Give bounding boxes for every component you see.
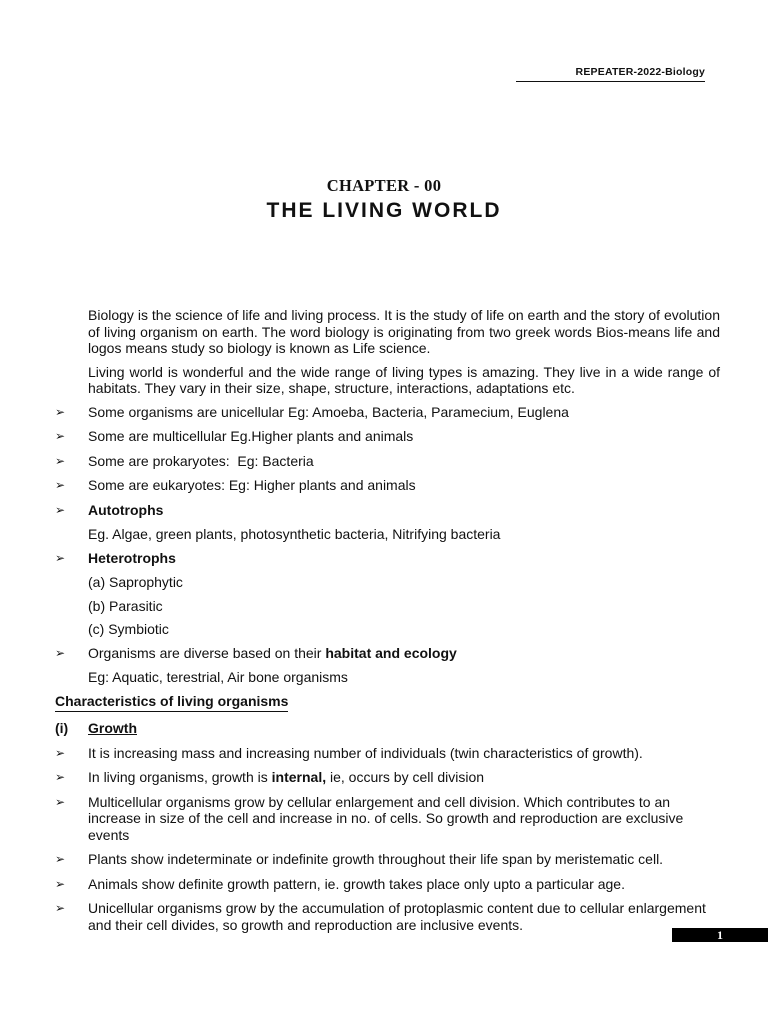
intro-paragraph: Biology is the science of life and living process. It is the study of life on earth and the story of evolution of living organism on earth. The word biology is originating from two greek words Bios-means life and logos means study so biology is known as Life science. bbox=[88, 307, 720, 356]
arrow-bullet-icon: ➢ bbox=[55, 404, 66, 419]
arrow-bullet-icon: ➢ bbox=[55, 453, 66, 468]
page-number: 1 bbox=[672, 928, 768, 942]
list-item-text: Some are prokaryotes: Eg: Bacteria bbox=[88, 452, 314, 469]
list-item bbox=[55, 477, 720, 494]
list-item-text: Plants show indeterminate or indefinite growth throughout their life span by meristematic cell. bbox=[88, 851, 664, 867]
arrow-bullet-icon: ➢ bbox=[55, 794, 66, 809]
list-item bbox=[55, 453, 720, 470]
arrow-bullet-icon: ➢ bbox=[55, 770, 66, 784]
list-item-text: Unicellular organisms grow by the accumulation of protoplasmic content due to cellular enlargement and their cell divides, so growth and reproduction are inclusive events. bbox=[88, 900, 706, 933]
chapter-number: CHAPTER - 00 bbox=[326, 176, 442, 195]
list-item-text: It is increasing mass and increasing number of individuals (twin characteristics of growth). bbox=[88, 744, 643, 761]
heterotroph-type: (b) Parasitic bbox=[88, 597, 163, 614]
heterotrophs-label: Heterotrophs bbox=[88, 549, 176, 566]
growth-internal-emphasis: internal, bbox=[271, 769, 327, 785]
autotrophs-label: Autotrophs bbox=[88, 501, 164, 518]
page-content bbox=[55, 307, 720, 941]
habitat-examples: Eg: Aquatic, terestrial, Air bone organisms bbox=[88, 669, 348, 685]
subsection-title: Growth bbox=[88, 720, 137, 736]
running-header: REPEATER-2022-Biology bbox=[516, 66, 705, 82]
list-item bbox=[55, 851, 720, 868]
habitat-emphasis: habitat and ecology bbox=[325, 644, 457, 661]
arrow-bullet-icon: ➢ bbox=[55, 550, 66, 565]
subsection-growth bbox=[55, 720, 720, 737]
list-item bbox=[55, 404, 720, 421]
list-item bbox=[55, 428, 720, 445]
intro-paragraph: Living world is wonderful and the wide range of living types is amazing. They live in a wide range of habitats. They vary in their size, shape, structure, interactions, adaptations etc. bbox=[88, 363, 720, 396]
list-item-heterotrophs bbox=[55, 550, 720, 567]
list-item bbox=[55, 745, 720, 762]
list-item bbox=[55, 794, 720, 844]
subsection-number: (i) bbox=[55, 720, 69, 736]
section-heading-wrapper bbox=[55, 693, 720, 721]
list-item-text: Animals show definite growth pattern, ie. growth takes place only upto a particular age. bbox=[88, 875, 625, 892]
heterotroph-type: (a) Saprophytic bbox=[88, 574, 183, 590]
list-item bbox=[55, 769, 720, 786]
section-heading: Characteristics of living organisms bbox=[55, 693, 288, 713]
arrow-bullet-icon: ➢ bbox=[55, 852, 66, 866]
heterotroph-type: (c) Symbiotic bbox=[88, 621, 169, 637]
arrow-bullet-icon: ➢ bbox=[55, 645, 66, 660]
arrow-bullet-icon: ➢ bbox=[55, 876, 66, 891]
habitat-prefix: Organisms are diverse based on their bbox=[88, 644, 326, 661]
growth-internal-prefix: In living organisms, growth is bbox=[88, 769, 272, 785]
arrow-bullet-icon: ➢ bbox=[55, 478, 66, 492]
list-item-text: Multicellular organisms grow by cellular enlargement and cell division. Which contributes to an increase in size of the cell and increase in no. of cells. So growth and reproduction are exclusive events bbox=[88, 793, 684, 843]
list-item-autotrophs bbox=[55, 502, 720, 519]
list-item-text: Some are multicellular Eg.Higher plants and animals bbox=[88, 428, 414, 444]
list-item-habitat bbox=[55, 645, 720, 662]
list-item-text: Some are eukaryotes: Eg: Higher plants and animals bbox=[88, 477, 416, 493]
list-item bbox=[55, 876, 720, 893]
growth-internal-suffix: ie, occurs by cell division bbox=[326, 769, 485, 785]
arrow-bullet-icon: ➢ bbox=[55, 502, 66, 517]
autotrophs-examples: Eg. Algae, green plants, photosynthetic bacteria, Nitrifying bacteria bbox=[88, 526, 501, 542]
arrow-bullet-icon: ➢ bbox=[55, 745, 66, 760]
arrow-bullet-icon: ➢ bbox=[55, 901, 66, 915]
chapter-title: THE LIVING WORLD bbox=[266, 199, 502, 222]
list-item-text: Some organisms are unicellular Eg: Amoeba, Bacteria, Paramecium, Euglena bbox=[88, 403, 569, 420]
list-item bbox=[55, 900, 720, 933]
arrow-bullet-icon: ➢ bbox=[55, 429, 66, 443]
